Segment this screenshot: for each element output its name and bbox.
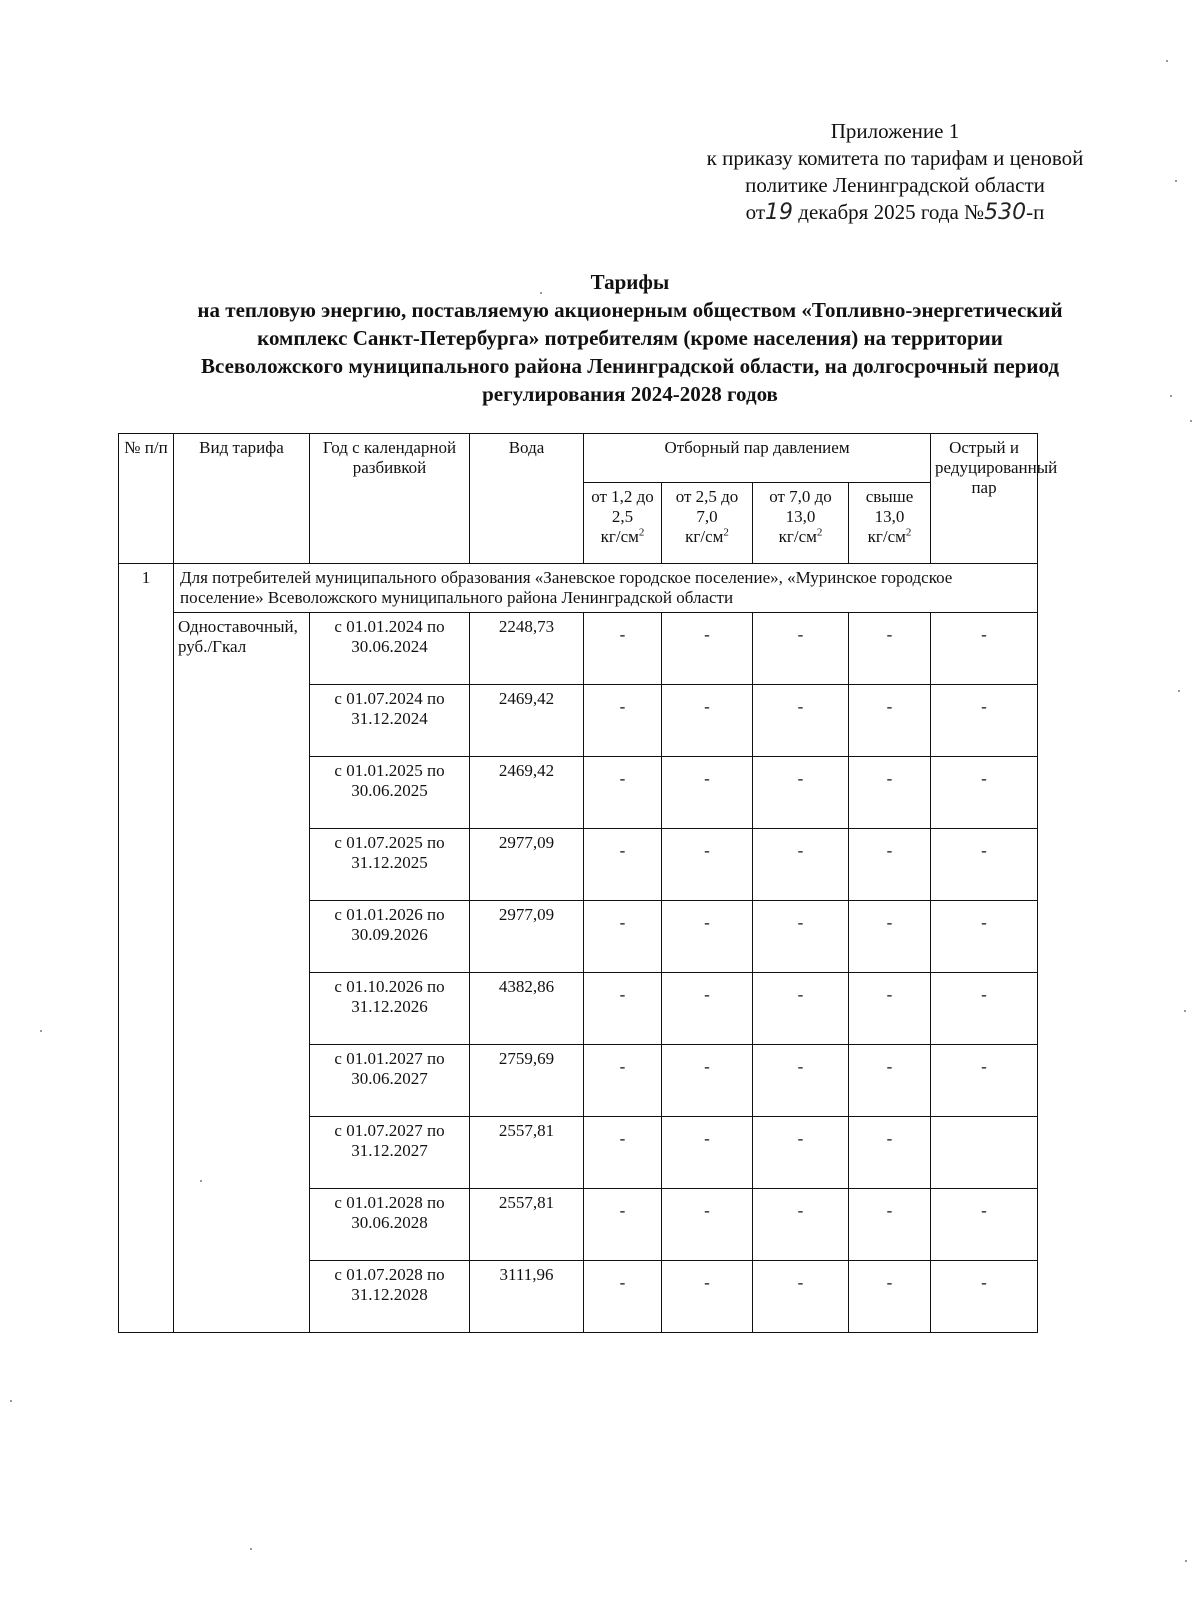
steam-1-value: - — [584, 613, 662, 685]
steam-unit: кг/см — [778, 527, 817, 546]
water-value: 4382,86 — [470, 973, 584, 1045]
steam-2-value: - — [662, 1189, 753, 1261]
steam-1-value: - — [584, 1189, 662, 1261]
steam-3-value: - — [753, 1261, 849, 1333]
steam-unit: кг/см — [685, 527, 724, 546]
period-cell: с 01.01.2026 по 30.09.2026 — [310, 901, 470, 973]
appendix-date-line — [660, 199, 1130, 226]
steam-4-value: - — [849, 685, 931, 757]
steam-3-value: - — [753, 1117, 849, 1189]
scan-speck — [1175, 180, 1177, 182]
header-sharp-steam: Острый и редуцированный пар — [931, 434, 1038, 564]
steam-3-value: - — [753, 613, 849, 685]
steam-1-value: - — [584, 757, 662, 829]
steam-range: от 7,0 до 13,0 — [769, 487, 832, 526]
steam-3-value: - — [753, 829, 849, 901]
group-description: Для потребителей муниципального образования «Заневское городское поселение», «Муринское городское поселение» Всеволожского муниципального района Ленинградской области — [174, 564, 1038, 613]
water-value: 2977,09 — [470, 901, 584, 973]
period-cell: с 01.01.2028 по 30.06.2028 — [310, 1189, 470, 1261]
scan-speck — [1166, 60, 1168, 62]
steam-4-value: - — [849, 1261, 931, 1333]
steam-unit: кг/см — [867, 527, 906, 546]
header-steam-4 — [849, 483, 931, 564]
period-cell: с 01.07.2028 по 31.12.2028 — [310, 1261, 470, 1333]
sharp-steam-value: - — [931, 1189, 1038, 1261]
header-steam-1 — [584, 483, 662, 564]
period-cell: с 01.01.2027 по 30.06.2027 — [310, 1045, 470, 1117]
steam-3-value: - — [753, 1189, 849, 1261]
sharp-steam-value: - — [931, 829, 1038, 901]
steam-3-value: - — [753, 757, 849, 829]
sharp-steam-value: - — [931, 613, 1038, 685]
steam-2-value: - — [662, 685, 753, 757]
sharp-steam-value: - — [931, 1261, 1038, 1333]
steam-2-value: - — [662, 613, 753, 685]
scan-speck — [250, 1548, 252, 1550]
steam-3-value: - — [753, 685, 849, 757]
number-suffix: -п — [1026, 200, 1045, 224]
scan-speck — [40, 1030, 42, 1032]
period-cell: с 01.07.2024 по 31.12.2024 — [310, 685, 470, 757]
steam-4-value: - — [849, 973, 931, 1045]
period-cell: с 01.10.2026 по 31.12.2026 — [310, 973, 470, 1045]
scan-speck — [1170, 395, 1172, 397]
handwritten-number: 530 — [984, 200, 1027, 225]
sharp-steam-value: - — [931, 685, 1038, 757]
header-water: Вода — [470, 434, 584, 564]
steam-4-value: - — [849, 901, 931, 973]
steam-3-value: - — [753, 1045, 849, 1117]
header-steam-2 — [662, 483, 753, 564]
header-num: № п/п — [119, 434, 174, 564]
header-steam-3 — [753, 483, 849, 564]
title-heading: Тарифы — [590, 270, 670, 294]
scan-speck — [10, 1400, 12, 1402]
tariff-table — [118, 433, 1058, 1333]
water-value: 2248,73 — [470, 613, 584, 685]
steam-4-value: - — [849, 613, 931, 685]
steam-2-value: - — [662, 829, 753, 901]
scan-speck — [1185, 1560, 1187, 1562]
water-value: 2977,09 — [470, 829, 584, 901]
steam-range: от 2,5 до 7,0 — [675, 487, 739, 526]
sharp-steam-value: - — [931, 901, 1038, 973]
steam-1-value: - — [584, 829, 662, 901]
steam-4-value: - — [849, 757, 931, 829]
period-cell: с 01.07.2025 по 31.12.2025 — [310, 829, 470, 901]
appendix-line-2: к приказу комитета по тарифам и ценовой — [706, 146, 1084, 170]
steam-2-value: - — [662, 901, 753, 973]
appendix-block — [660, 118, 1130, 226]
header-tariff-kind: Вид тарифа — [174, 434, 310, 564]
steam-2-value: - — [662, 1261, 753, 1333]
water-value: 2469,42 — [470, 685, 584, 757]
sharp-steam-value: - — [931, 973, 1038, 1045]
period-cell: с 01.01.2025 по 30.06.2025 — [310, 757, 470, 829]
unit-superscript: 2 — [638, 526, 645, 539]
header-row-top — [119, 434, 1038, 483]
tariff-kind: Одноставочный, руб./Гкал — [174, 613, 310, 1333]
water-value: 2469,42 — [470, 757, 584, 829]
steam-2-value: - — [662, 757, 753, 829]
handwritten-day: 19 — [765, 200, 794, 225]
group-number: 1 — [119, 564, 174, 1333]
table-row — [119, 613, 1038, 685]
sharp-steam-value: - — [931, 757, 1038, 829]
steam-2-value: - — [662, 973, 753, 1045]
document-title — [110, 268, 1150, 408]
steam-4-value: - — [849, 1189, 931, 1261]
scan-speck — [1178, 690, 1180, 692]
steam-1-value: - — [584, 685, 662, 757]
water-value: 2557,81 — [470, 1117, 584, 1189]
steam-1-value: - — [584, 901, 662, 973]
title-line-3: Всеволожского муниципального района Ленинградской области, на долгосрочный период — [200, 354, 1059, 378]
steam-unit: кг/см — [600, 527, 639, 546]
scan-speck — [1190, 420, 1192, 422]
steam-range: от 1,2 до 2,5 — [591, 487, 654, 526]
sharp-steam-value — [931, 1117, 1038, 1189]
date-prefix: от — [745, 200, 766, 224]
unit-superscript: 2 — [723, 526, 729, 539]
title-line-1: на тепловую энергию, поставляемую акционерным обществом «Топливно-энергетический — [197, 298, 1063, 322]
steam-1-value: - — [584, 1045, 662, 1117]
water-value: 3111,96 — [470, 1261, 584, 1333]
title-line-2: комплекс Санкт-Петербурга» потребителям (кроме населения) на территории — [257, 326, 1003, 350]
steam-1-value: - — [584, 1261, 662, 1333]
steam-2-value: - — [662, 1117, 753, 1189]
sharp-steam-value: - — [931, 1045, 1038, 1117]
date-middle: декабря 2025 года № — [798, 200, 985, 224]
steam-3-value: - — [753, 901, 849, 973]
steam-4-value: - — [849, 829, 931, 901]
appendix-line-3: политике Ленинградской области — [745, 173, 1045, 197]
steam-range: свыше 13,0 — [865, 487, 914, 526]
appendix-line-1: Приложение 1 — [830, 119, 960, 143]
unit-superscript: 2 — [905, 526, 912, 539]
period-cell: с 01.01.2024 по 30.06.2024 — [310, 613, 470, 685]
period-cell: с 01.07.2027 по 31.12.2027 — [310, 1117, 470, 1189]
group-row — [119, 564, 1038, 613]
header-year: Год с календарной разбивкой — [310, 434, 470, 564]
steam-4-value: - — [849, 1117, 931, 1189]
title-line-4: регулирования 2024-2028 годов — [482, 382, 778, 406]
steam-4-value: - — [849, 1045, 931, 1117]
water-value: 2759,69 — [470, 1045, 584, 1117]
steam-3-value: - — [753, 973, 849, 1045]
steam-1-value: - — [584, 973, 662, 1045]
steam-1-value: - — [584, 1117, 662, 1189]
water-value: 2557,81 — [470, 1189, 584, 1261]
steam-2-value: - — [662, 1045, 753, 1117]
unit-superscript: 2 — [816, 526, 823, 539]
header-steam-group: Отборный пар давлением — [584, 434, 931, 483]
scan-speck — [1184, 1010, 1186, 1012]
